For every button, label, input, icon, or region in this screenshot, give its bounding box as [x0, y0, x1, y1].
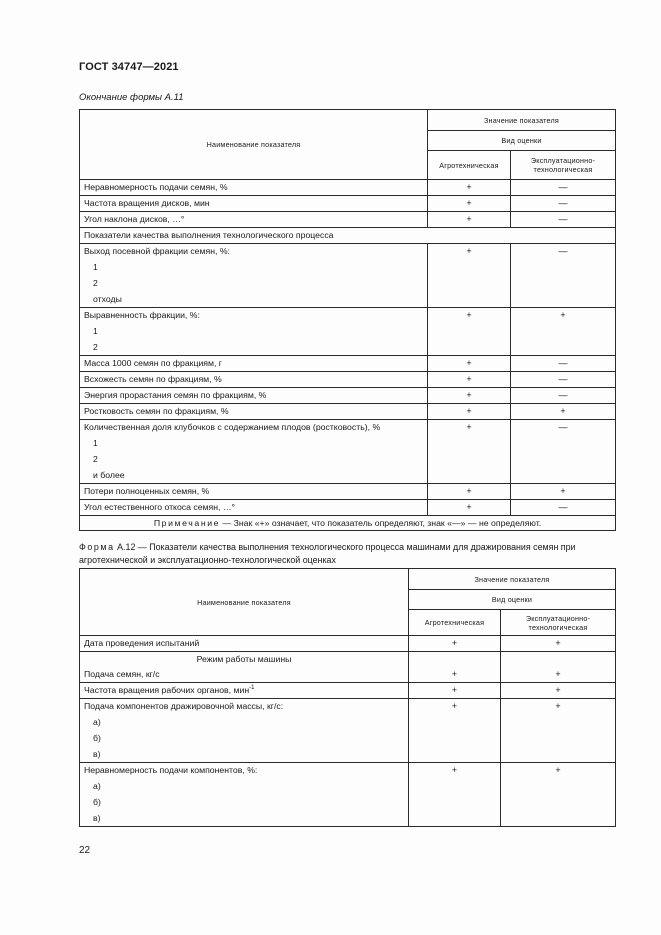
indicator-name: Энергия прорастания семян по фракциям, %: [84, 390, 267, 400]
table-row: [80, 196, 616, 212]
table-row: [80, 372, 616, 388]
indicator-name: Частота вращения дисков, мин: [84, 198, 210, 208]
indicator-name-cell: [80, 308, 428, 356]
agro-mark: +: [409, 652, 501, 683]
exp-mark: +: [501, 652, 616, 683]
form-continuation-caption: Окончание формы А.11: [79, 92, 184, 103]
sub-item: 1: [93, 262, 98, 272]
agro-mark: +: [409, 683, 501, 699]
agro-mark: +: [428, 500, 511, 516]
indicator-name: Подача компонентов дражировочной массы, кг/с:: [84, 701, 284, 711]
table-row: [80, 244, 616, 308]
col-header-exp: Эксплуатационно-технологическая: [511, 151, 616, 180]
exp-mark: —: [511, 212, 616, 228]
table-row: [80, 180, 616, 196]
indicator-name-cell: [80, 244, 428, 308]
exp-mark: —: [511, 356, 616, 372]
col-header-value: Значение показателя: [409, 569, 616, 590]
indicator-name-cell: [80, 484, 428, 500]
indicator-name-cell: [80, 180, 428, 196]
col-header-value: Значение показателя: [428, 110, 616, 131]
sub-item: отходы: [93, 294, 122, 304]
agro-mark: +: [428, 372, 511, 388]
col-header-name: Наименование показателя: [80, 110, 428, 180]
unit-exponent: -1: [249, 685, 255, 692]
col-header-kind: Вид оценки: [409, 590, 616, 610]
sub-item: б): [93, 733, 101, 743]
indicator-name: Выход посевной фракции семян, %:: [84, 246, 230, 256]
table-row: [80, 763, 616, 827]
agro-mark: +: [428, 356, 511, 372]
indicator-name: Дата проведения испытаний: [84, 638, 200, 648]
form-a12-title: [79, 541, 617, 567]
row-caption: Режим работы машины: [196, 654, 292, 664]
indicator-name: Количественная доля клубочков с содержанием плодов (ростковость), %: [84, 422, 381, 432]
table-row: [80, 484, 616, 500]
document-code: ГОСТ 34747—2021: [79, 61, 179, 73]
indicator-name-cell: [80, 372, 428, 388]
form-a11-table: [79, 109, 616, 531]
form-title-text: А.12 — Показатели качества выполнения технологического процесса машинами для дражирования семян при агротехнической и эксплуатационно-технологической оценках: [79, 542, 576, 565]
table-note: [80, 516, 616, 531]
note-text: — Знак «+» означает, что показатель определяют, знак «—» — не определяют.: [220, 518, 542, 528]
indicator-name: Угол естественного откоса семян, …°: [84, 502, 236, 512]
table-row: [80, 636, 616, 652]
sub-item: и более: [93, 470, 125, 480]
indicator-name-cell: [80, 420, 428, 484]
exp-mark: +: [511, 484, 616, 500]
sub-item: 2: [93, 278, 98, 288]
agro-mark: +: [428, 484, 511, 500]
indicator-name: Угол наклона дисков, …°: [84, 214, 185, 224]
exp-mark: +: [501, 763, 616, 827]
section-header: Показатели качества выполнения технологического процесса: [80, 228, 616, 244]
sub-item: 1: [93, 438, 98, 448]
agro-mark: +: [428, 244, 511, 308]
exp-mark: —: [511, 244, 616, 308]
indicator-name: Ростковость семян по фракциям, %: [84, 406, 229, 416]
agro-mark: +: [428, 196, 511, 212]
exp-mark: +: [511, 404, 616, 420]
table-row: [80, 420, 616, 484]
indicator-name-cell: [80, 500, 428, 516]
indicator-name-cell: [80, 388, 428, 404]
indicator-name-cell: [80, 699, 409, 763]
indicator-name-cell: [80, 196, 428, 212]
col-header-exp: Эксплуатационно-технологическая: [501, 610, 616, 636]
table-row: [80, 404, 616, 420]
indicator-name-cell: [80, 356, 428, 372]
agro-mark: +: [409, 763, 501, 827]
indicator-name-cell: [80, 763, 409, 827]
sub-item: а): [93, 781, 101, 791]
indicator-name-cell: [80, 683, 409, 699]
table-row: [80, 500, 616, 516]
agro-mark: +: [409, 699, 501, 763]
indicator-name-cell: [80, 636, 409, 652]
note-label: Примечание: [153, 518, 221, 528]
indicator-name: Подача семян, кг/с: [84, 669, 160, 679]
table-row: [80, 683, 616, 699]
sub-item: б): [93, 797, 101, 807]
indicator-name: Всхожесть семян по фракциям, %: [84, 374, 222, 384]
agro-mark: +: [428, 212, 511, 228]
indicator-name: Масса 1000 семян по фракциям, г: [84, 358, 222, 368]
col-header-name: Наименование показателя: [80, 569, 409, 636]
exp-mark: +: [501, 683, 616, 699]
indicator-name-cell: [80, 652, 409, 683]
col-header-kind: Вид оценки: [428, 131, 616, 151]
exp-mark: +: [501, 636, 616, 652]
indicator-name: Выравненность фракции, %:: [84, 310, 200, 320]
indicator-name-cell: [80, 404, 428, 420]
exp-mark: —: [511, 180, 616, 196]
table-row: [80, 388, 616, 404]
table-row: [80, 212, 616, 228]
form-label: Форма: [79, 542, 115, 552]
table-row: [80, 652, 616, 683]
indicator-name: Неравномерность подачи семян, %: [84, 182, 228, 192]
exp-mark: +: [501, 699, 616, 763]
sub-item: в): [93, 813, 101, 823]
exp-mark: —: [511, 372, 616, 388]
agro-mark: +: [428, 388, 511, 404]
table-row: [80, 228, 616, 244]
table-row: [80, 699, 616, 763]
agro-mark: +: [428, 404, 511, 420]
indicator-name: Неравномерность подачи компонентов, %:: [84, 765, 258, 775]
exp-mark: —: [511, 500, 616, 516]
agro-mark: +: [428, 420, 511, 484]
col-header-agro: Агротехническая: [428, 151, 511, 180]
table-row: [80, 308, 616, 356]
agro-mark: +: [409, 636, 501, 652]
exp-mark: +: [511, 308, 616, 356]
exp-mark: —: [511, 420, 616, 484]
agro-mark: +: [428, 180, 511, 196]
sub-item: в): [93, 749, 101, 759]
form-a12-table: [79, 568, 616, 827]
sub-item: 2: [93, 342, 98, 352]
exp-mark: —: [511, 196, 616, 212]
table-row: [80, 356, 616, 372]
page-number: 22: [79, 845, 91, 856]
indicator-name: Частота вращения рабочих органов, мин: [84, 685, 250, 695]
col-header-agro: Агротехническая: [409, 610, 501, 636]
sub-item: а): [93, 717, 101, 727]
indicator-name: Потери полноценных семян, %: [84, 486, 210, 496]
sub-item: 1: [93, 326, 98, 336]
exp-mark: —: [511, 388, 616, 404]
agro-mark: +: [428, 308, 511, 356]
sub-item: 2: [93, 454, 98, 464]
indicator-name-cell: [80, 212, 428, 228]
